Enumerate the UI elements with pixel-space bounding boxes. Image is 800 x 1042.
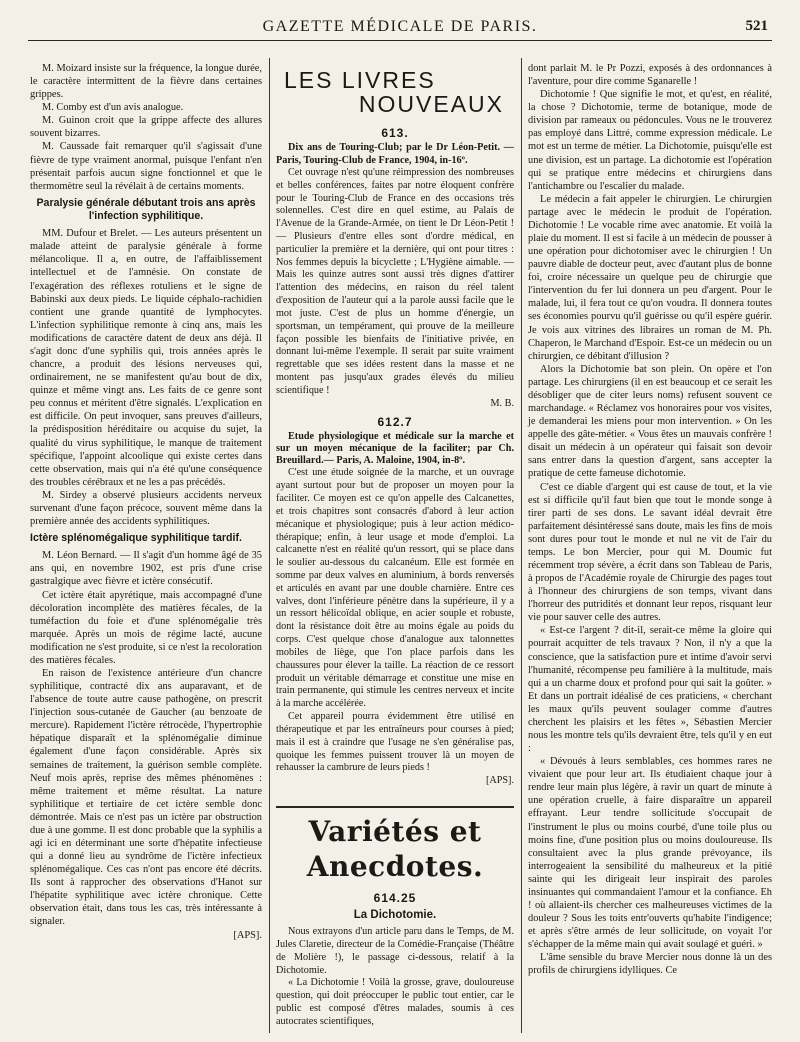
- paragraph: Cet appareil pourra évidemment être utilisé en thérapeutique et par les entraîneurs pour courses à pied; mais il est à craindre que l'usage ne s'en généralise pas, quoique les femmes puissent trouver là un moyen de rehausser la cambrure de leurs pieds !: [276, 711, 514, 774]
- paragraph: Le médecin a fait appeler le chirurgien. Le chirurgien partage avec le médecin le produit de l'opération. Dichotomie ! Le vocable rime avec anatomie. Et voilà la plaie du moment. Il est si facile à un médecin de pousser à une opération pour dichotomiser avec le chirurgien ! Un pauvre diable de docteur peut, avec d'autant plus de bonne foi, croire nécessaire un quelque peu de chirurgie que l'intervention du fer lui donnera un peu d'argent. Pour le malade, lui, il fera tout ce qu'on voudra. Il donnera toutes ses économies pourvu qu'il guérisse ou qu'il espère guérir. Je vois aux vitrines des libraires un roman de M. Ph. Chaperon, le Marchand d'Espoir. Est-ce un médecin ou un chirurgien, ce débitant d'illusion ?: [528, 193, 772, 362]
- section-title-line: LES LIVRES: [284, 67, 436, 93]
- signature: [APS].: [233, 929, 262, 941]
- paragraph: M. Comby est d'un avis analogue.: [42, 102, 184, 114]
- book-title: Etude physiologique et médicale sur la marche et sur un moyen mécanique de la faciliter; par Ch. Breuillard.— Paris, A. Maloine, 1904, in-8º.: [276, 430, 514, 467]
- paragraph: dont parlait M. le Pr Pozzi, exposés à des ordonnances à l'aventure, pour dire comme Sganarelle !: [528, 63, 772, 88]
- article-number: 612.7: [377, 414, 413, 429]
- section-title-varietes: Variétés et Anecdotes.: [276, 806, 514, 884]
- article-subtitle: La Dichotomie.: [353, 908, 437, 921]
- page-number: 521: [745, 18, 768, 34]
- column-divider: [269, 58, 270, 1033]
- section-title-line: NOUVEAUX: [358, 91, 504, 118]
- paragraph: Nous extrayons d'un article paru dans le Temps, de M. Jules Claretie, directeur de la Comédie-Française (Théâtre de Molière !), le passage ci-dessous, relatif à la Dichotomie.: [276, 926, 514, 976]
- column-divider: [521, 58, 522, 1033]
- column-right: [528, 62, 772, 977]
- paragraph: M. Léon Bernard. — Il s'agit d'un homme âgé de 35 ans qui, en novembre 1902, est pris d'une crise gastralgique avec fièvre et ictère consécutif.: [30, 550, 262, 588]
- paragraph: C'est ce diable d'argent qui est cause de tout, et la vie est si difficile qu'il faut bien que tout le monde songe à tirer parti de ses dons. Le savant idéal devrait être parfaitement désintéressé sans doute, mais les fins de mois sont dures pour tout le monde et nul ne vit de l'air du temps. Le bon Mercier, pour qui M. Doumic fut récemment trop sévère, a écrit dans son Tableau de Paris, à propos de l'Académie royale de Chirurgie des pages tout à l'honneur des chirurgiens de son temps, vivant dans l'horreur des putridités et donnant leur repos, risquant leur vie pour sauver celle des autres.: [528, 481, 772, 624]
- paragraph: M. Caussade fait remarquer qu'il s'agissait d'une fièvre de type vraiment anormal, puisque l'enfant n'en présentait parfois aucun signe fonctionnel et que le thermomètre seul la révélait à de certains moments.: [30, 141, 262, 192]
- header-rule: [28, 40, 772, 41]
- paragraph: « Dévoués à leurs semblables, ces hommes rares ne vivaient que pour leur art. Ils étudiaient chaque jour à rendre leur main plus légère, à ravir un quart de minute à une opération cruelle, à faire disparaître un appareil effrayant. Leur tendre sollicitude s'occupait de l'instrument le plus ou moins courbé, d'une toile plus ou moins fine, d'une position plus ou moins douloureuse. Ils consultaient avec la plus grande prévoyance, ils interrogeaient la sensibilité du malheureux et la pitié sainte qui les dirigeait leur inspirait des paroles insinuantes qui commandaient l'amour et la confiance. Eh ! où allaient-ils chercher ces malheureuses victimes de la douleur ? Sous les toits entr'ouverts qu'habite l'indigence; et après s'être armés de leur sollicitude, on voyait l'or s'échapper de la même main qui avait soulagé et guéri. »: [528, 756, 772, 951]
- section-title-livres: [276, 68, 514, 116]
- paragraph: M. Moizard insiste sur la fréquence, la longue durée, le caractère intermittent de la fièvre dans certaines grippes.: [30, 63, 262, 101]
- page-header: [28, 10, 772, 42]
- paragraph: C'est une étude soignée de la marche, et un ouvrage ayant surtout pour but de proposer un moyen pour la faciliter. Ce moyen est ce qu'on appelle des Calcanettes, et trois chapitres sont consacrés d'abord à leur action mécanique et physiologique; puis à leur action médico-thérapique; enfin, à leur usage et mode d'emploi. La calcanette n'est en réalité qu'un ressort, qui se place dans le soulier au-dessous du calcanéum. Elle est formée en somme par deux valves en aluminium, à bords renversés et articulés en avant par une double charnière. Entre ces valves, dont l'inférieure pénètre dans la supérieure, il y a un ressort hélicoïdal oblique, en acier souple et robuste, dont la résistance doit être au moins égale au poids du corps. C'est quelque chose d'analogue aux talonnettes mobiles de liège, que l'on place parfois dans les chaussures pour élever la taille. La réaction de ce ressort produit un véritable démarrage et constitue une mise en train permanente, qui stimule les centres nerveux et incite à la marche accélérée.: [276, 467, 514, 710]
- paragraph: Dichotomie ! Que signifie le mot, et qu'est, en réalité, la chose ? Dichotomie, terme de botanique, mode de division par rameaux ou pédoncules. Vous ne le trouverez pas employé dans Littré, comme expression médicale. Le mot est un terme de métier. La Dichotomie, puisqu'elle est une division, est un partage. La dichotomie est l'opération qui se pratique entre médecins et chirurgiens dans l'antichambre ou l'escalier du malade.: [528, 89, 772, 192]
- column-middle: [276, 62, 514, 1029]
- column-left: [30, 62, 262, 946]
- paragraph: En raison de l'existence antérieure d'un chancre syphilitique, contracté dix ans auparavant, et de l'absence de toute autre cause pathogène, on prescrit l'injection sous-cutanée de Gaucher (au benzoate de mercure). Rapidement l'ictère rétrocède, l'hypertrophie hépatique disparaît et la splénomégalie diminue également d'une façon considérable. Après six semaines de traitement, la guérison semble complète. Neuf mois après, reprise des mêmes phénomènes : même traitement et même résultat. La nature syphilitique et tertiaire de cet ictère semble donc démontrée. Mais ce n'est pas un ictère par obstruction due à une gomme. Il est donc probable que la syphilis a agi ici en déterminant une sorte d'hépatite infectieuse qui a donné lieu au syndrôme de l'ictère infectieux splénomégalique. Ces cas n'ont pas encore été décrits. Ils sont à rapprocher des observations d'Hanot sur l'hépatite syphilitique avec ictère chronique. Cette observation était, dans tous les cas, très intéressante à signaler.: [30, 667, 262, 928]
- signature: [APS].: [485, 775, 514, 787]
- signature: M. B.: [490, 397, 514, 409]
- paragraph: Cet ictère était apyrétique, mais accompagné d'une décoloration incomplète des matières fécales, de la tuméfaction du foie et d'une splénomégalie très marquée. Après un mois de régime lacté, aucune modification ne s'est produite, si ce n'est la recoloration des matières fécales.: [30, 589, 262, 666]
- paragraph: L'âme sensible du brave Mercier nous donne là un des profils de chirurgiens idylliques. Ce: [528, 952, 772, 977]
- book-title: Dix ans de Touring-Club; par le Dr Léon-Petit. — Paris, Touring-Club de France, 1904, in-16º.: [276, 142, 514, 166]
- article-number: 614.25: [373, 890, 417, 905]
- paragraph: MM. Dufour et Brelet. — Les auteurs présentent un malade atteint de paralysie générale à forme mélancolique. Il a, en outre, de l'affaiblissement intellectuel et de l'amnésie. On constate de l'exagération des réflexes rotuliens et le signe de Babinski aux deux pieds. Le liquide céphalo-rachidien contient une grande quantité de lymphocytes. L'infection syphilitique remonte à cinq ans, mais les modifications de caractère datent de deux ans déjà. Il s'agit donc d'une syphilis qui, trois années après le chancre, a produit des lésions nerveuses qui, ordinairement, ne se manifestent qu'au bout de dix, quinze et même vingt ans. Les faits de ce genre sont peu connus et méritent d'être signalés. L'explication en est difficile. On peut invoquer, sans preuves d'ailleurs, la prédisposition héréditaire ou acquise du sujet, la qualité du virus syphilitique, le manque de traitement spécifique, l'appoint alcoolique qui existe certes dans cette observation, mais qui n'a été qu'une conséquence des troubles cérébraux et ne les a pas précédés.: [30, 228, 262, 488]
- section-heading: Paralysie générale débutant trois ans après l'infection syphilitique.: [36, 196, 256, 223]
- journal-title: GAZETTE MÉDICALE DE PARIS.: [262, 18, 538, 35]
- section-heading: Ictère splénomégalique syphilitique tardif.: [30, 532, 242, 545]
- paragraph: M. Guinon croit que la grippe affecte des allures souvent bizarres.: [30, 115, 262, 140]
- paragraph: Alors la Dichotomie bat son plein. On opère et l'on partage. Les chirurgiens (il en est beaucoup et ce serait les désobliger que de citer leurs noms) refusent souvent ce marchandage. « Réclamez vos honoraires pour vos visites, je demanderai les miens pour mon intervention. » On les appelle des gâte-métier. « Vous êtes un mauvais confrère ! disait un médecin à un opérateur qui faisait son devoir sans entrer dans la question d'argent, sans accepter la pratique de cette fameuse dichotomie.: [528, 363, 772, 480]
- article-number: 613.: [381, 126, 409, 141]
- paragraph: M. Sirdey a observé plusieurs accidents nerveux survenant d'une façon précoce, souvent même dans la première année des accidents syphilitiques.: [30, 489, 262, 527]
- paragraph: « La Dichotomie ! Voilà la grosse, grave, douloureuse question, qui doit préoccuper le public tout entier, car le public est composé d'êtres malades, soumis à ces autocrates scientifiques,: [276, 977, 514, 1027]
- paragraph: « Est-ce l'argent ? dit-il, serait-ce même la gloire qui pourrait acquitter de tels travaux ? Non, il n'y a que la conscience, que la satisfaction pure et intime d'avoir servi l'humanité, récompense peu familière à la multitude, mais qui a un charme doux et profond pour qui sait la goûter. » Et dans un portrait idéalisé de ces praticiens, « cherchant les maux qu'ils peuvent soulager comme d'autres cherchent les plaisirs et les fêtes », Sébastien Mercier nous les montre tels qu'ils devraient être, tels qu'il y en eut :: [528, 625, 772, 755]
- paragraph: Cet ouvrage n'est qu'une réimpression des nombreuses et belles conférences, faites par notre éloquent confrère pour le Touring-Club de France en des occasions très solennelles. C'est dire en quel estime, au Palais de l'Avenue de la Grande-Armée, on tient le Dr Léon-Petit ! — Plusieurs d'entre elles sont d'ordre médical, en particulier la première et la dernière, qui ont pour titres : Nos femmes depuis la bicyclette ; L'Hygiène aimable. — Mais les quinze autres sont aussi très dignes d'attirer l'attention des médecins, en raison du réel talent d'exposition de l'auteur qui a la parole aussi facile que le mot juste. C'est de plus un homme d'énergie, un sportsman, un tempérament, qui prouve de la meilleure façon possible les bienfaits de l'initiative privée, en donnant lui-même l'exemple. Il serait par suite vraiment regrettable que ses idées restent dans la masse et ne montent pas jusqu'aux grades élevés du milieu scientifique !: [276, 166, 514, 396]
